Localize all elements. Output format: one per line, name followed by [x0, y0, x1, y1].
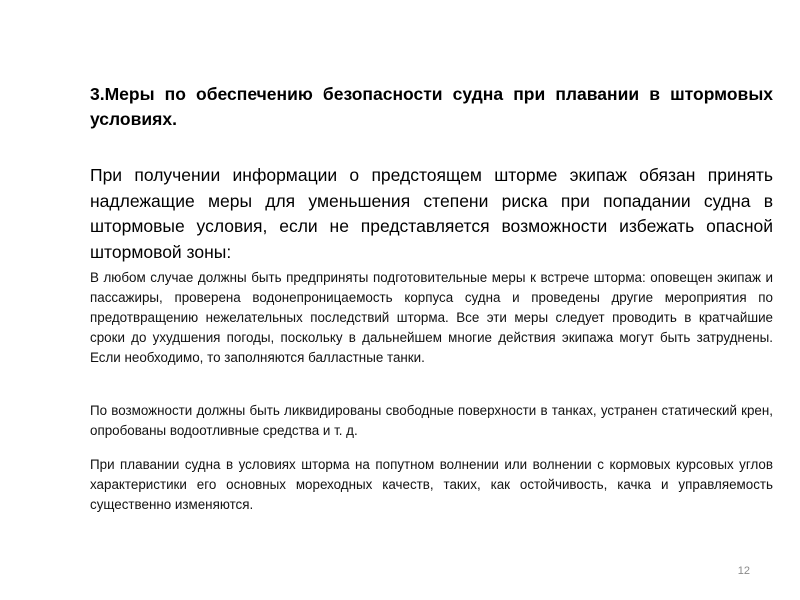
page-number: 12 [737, 565, 750, 577]
slide-heading: 3.Меры по обеспечению безопасности судна при плавании в штормовых условиях. [90, 84, 773, 129]
lead-paragraph: При получении информации о предстоящем шторме экипаж обязан принять надлежащие меры для уменьшения степени риска при попадании судна в штормовые условия, если не представляется возможности избежать опасной штормовой зоны: [90, 165, 773, 262]
body-paragraph-3: При плавании судна в условиях шторма на попутном волнении или волнении с кормовых курсовых углов характеристики его основных мореходных качеств, таких, как остойчивость, качка и управляемость существенно изменяются. [90, 457, 773, 512]
body-paragraph-2: По возможности должны быть ликвидированы свободные поверхности в танках, устранен статический крен, опробованы водоотливные средства и т. д. [90, 403, 773, 438]
body-paragraph-1: В любом случае должны быть предприняты подготовительные меры к встрече шторма: оповещен экипаж и пассажиры, проверена водонепроницаемость корпуса судна и проведены другие мероприятия по предотвращению нежелательных последствий шторма. Все эти меры следует проводить в кратчайшие сроки до ухудшения погоды, поскольку в дальнейшем многие действия экипажа могут быть затруднены. Если необходимо, то заполняются балластные танки. [90, 270, 773, 365]
